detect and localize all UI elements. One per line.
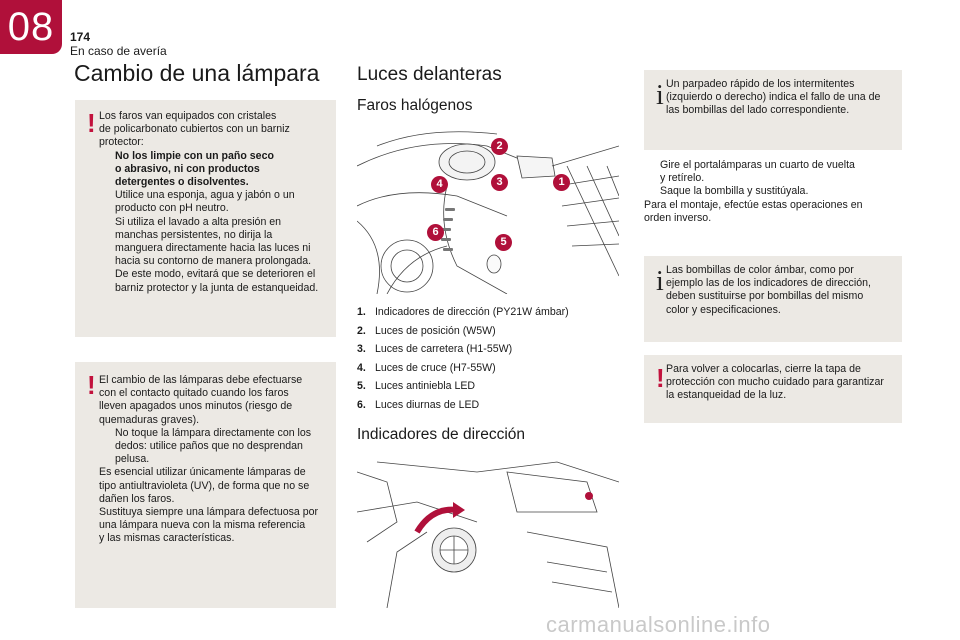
chapter-tab: 08 <box>0 0 62 54</box>
legend-item: 1. Indicadores de dirección (PY21W ámbar) <box>357 306 569 318</box>
warning-box-2 <box>75 362 336 608</box>
legend-item: 3. Luces de carretera (H1-55W) <box>357 343 513 356</box>
watermark: carmanualsonline.info <box>546 612 771 637</box>
warning-3-text: Para volver a colocarlas, cierre la tapa de protección con mucho cuidado para garantizar la estanqueidad de la luz. <box>666 363 884 402</box>
callout-2: 2 <box>491 138 508 155</box>
warning-1-text <box>99 110 331 295</box>
page-title: Cambio de una lámpara <box>74 60 320 86</box>
info-icon: i <box>656 80 664 111</box>
warning-2-text: El cambio de las lámparas debe efectuarse con el contacto quitado cuando los faros lleven apagados unos minutos (riesgo de quemaduras graves). No toque la lámpara directamente con los dedos: utilice paños que no desprendan pelusa. Es esencial utilizar únicamente lámparas de tipo antiultravioleta (UV), de forma que no se dañen los faros. Sustituya siempre una lámpara defectuosa por una lámpara nueva con la misma referencia y las mismas características. <box>99 374 331 546</box>
callout-4: 4 <box>431 176 448 193</box>
callout-6: 6 <box>427 224 444 241</box>
info-box-1 <box>644 70 902 150</box>
bullet-icon <box>99 427 115 467</box>
legend-item: 5. Luces antiniebla LED <box>357 380 476 393</box>
legend-item: 6. Luces diurnas de LED <box>357 398 480 411</box>
legend-item: 4. Luces de cruce (H7-55W) <box>357 361 496 374</box>
section-heading: Luces delanteras <box>357 64 502 85</box>
bullet-icon <box>99 189 115 215</box>
info-box-2 <box>644 256 902 342</box>
list-item: No toque la lámpara directamente con los dedos: utilice paños que no desprendan pelusa. <box>99 427 331 467</box>
indicator-illustration <box>357 452 619 608</box>
bullet-icon <box>99 216 115 295</box>
list-item: Si utiliza el lavado a alta presión en manchas persistentes, no dirija la manguera directamente hacia las luces ni hacia su contorno de manera prolongada. De este modo, evitará que se deterioren el barniz protector y la junta de estanqueidad. <box>99 216 331 295</box>
exclamation-icon: ! <box>87 370 96 400</box>
list-item: Utilice una esponja, agua y jabón o un producto con pH neutro. <box>99 189 331 215</box>
info-1-text: Un parpadeo rápido de los intermitentes (izquierdo o derecho) indica el fallo de una de las bombillas del lado correspondiente. <box>666 78 881 117</box>
legend-item: 2. Luces de posición (W5W) <box>357 324 496 337</box>
info-2-text: Las bombillas de color ámbar, como por ejemplo las de los indicadores de dirección, deben sustituirse por bombillas del mismo color y especificaciones. <box>666 264 871 316</box>
bullet-icon <box>644 159 660 185</box>
section-title: En caso de avería <box>70 44 167 58</box>
warning-box-3 <box>644 355 902 423</box>
info-icon: i <box>656 266 664 297</box>
subheading-indicators: Indicadores de dirección <box>357 426 526 443</box>
list-item: No los limpie con un paño seco o abrasivo, ni con productos detergentes o disolventes. <box>99 150 331 190</box>
bullet-icon <box>644 185 660 198</box>
indicator-drawing <box>357 452 619 608</box>
warning-1-intro: Los faros van equipados con cristales de policarbonato cubiertos con un barniz protector: <box>99 110 290 149</box>
page-number: 174 <box>70 30 91 44</box>
callout-5: 5 <box>495 234 512 251</box>
instructions: Gire el portalámparas un cuarto de vuelta y retírelo. Saque la bombilla y sustitúyala. Para el montaje, efectúe estas operaciones en orden inverso. <box>644 159 902 225</box>
callout-1: 1 <box>553 174 570 191</box>
step-item: Saque la bombilla y sustitúyala. <box>644 185 902 198</box>
bullet-icon <box>99 150 115 190</box>
headlight-drawing <box>357 126 619 294</box>
headlight-illustration <box>357 126 619 294</box>
callout-3: 3 <box>491 174 508 191</box>
exclamation-icon: ! <box>656 363 665 393</box>
step-item: Gire el portalámparas un cuarto de vuelta y retírelo. <box>644 159 902 185</box>
bulb-legend <box>357 303 569 415</box>
exclamation-icon: ! <box>87 108 96 138</box>
warning-box-1 <box>75 100 336 337</box>
subheading-halogen: Faros halógenos <box>357 97 473 114</box>
